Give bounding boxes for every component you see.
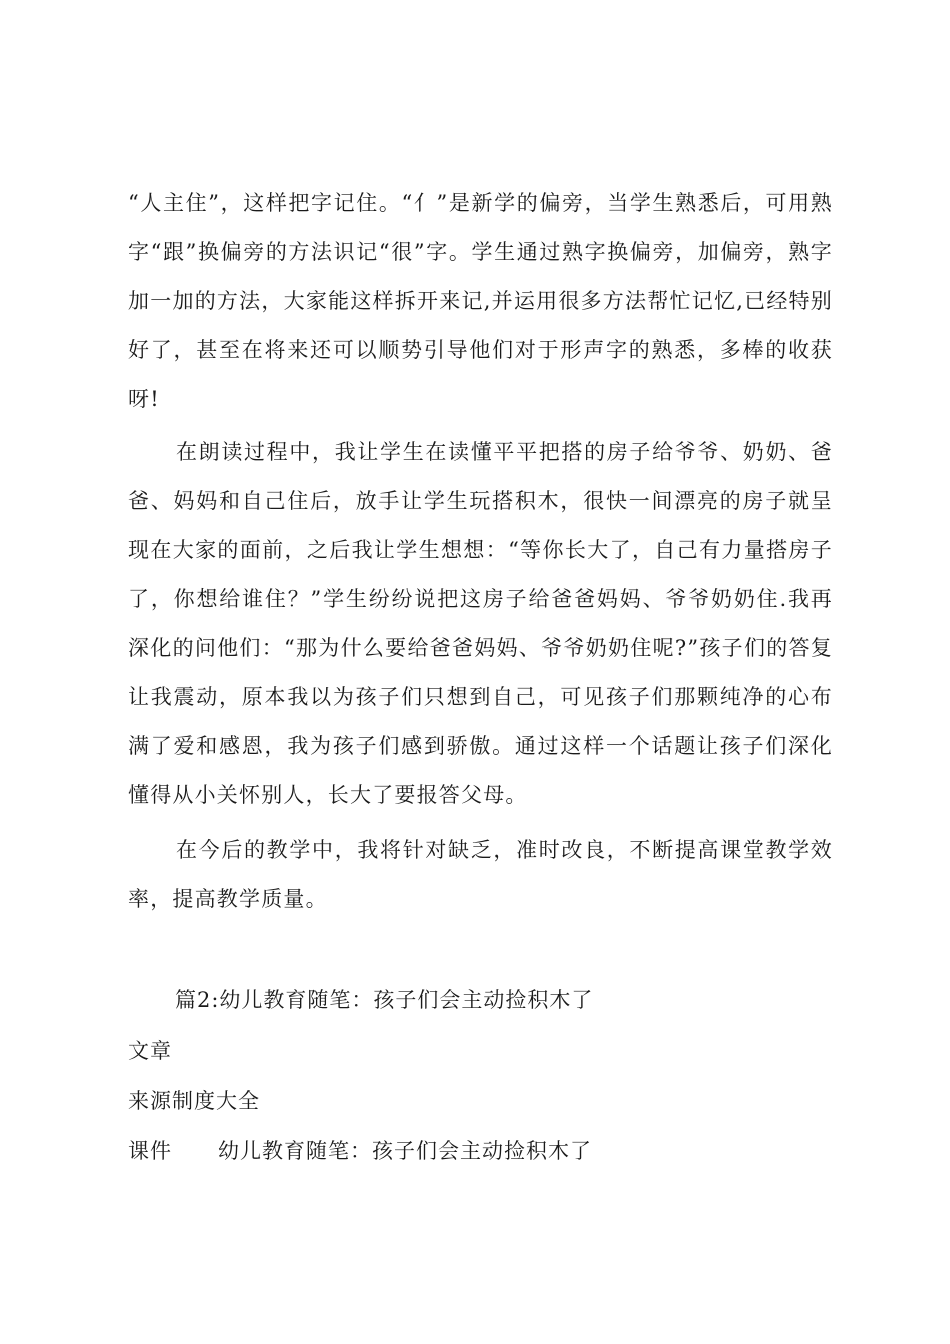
paragraph-text: 在今后的教学中，我将针对缺乏，准时改良，不断提高课堂教学效率，提高教学质量。 — [128, 838, 833, 911]
courseware-title: 幼儿教育随笔：孩子们会主动捡积木了 — [218, 1139, 592, 1163]
paragraph-future-teaching — [128, 826, 833, 924]
paragraph-text: 在朗读过程中，我让学生在读懂平平把搭的房子给爷爷、奶奶、爸爸、妈妈和自己住后，放手让学生玩搭积木，很快一间漂亮的房子就呈现在大家的面前，之后我让学生想想：“等你长大了，自己有力量搭房子了，你想给谁住？”学生纷纷说把这房子给爸爸妈妈、爷爷奶奶住.我再深化的问他们：“那为什么要给爸爸妈妈、爷爷奶奶住呢?”孩子们的答复让我震动，原本我以为孩子们只想到自己，可见孩子们那颗纯净的心布满了爱和感恩，我为孩子们感到骄傲。通过这样一个话题让孩子们深化懂得从小关怀别人，长大了要报答父母。 — [128, 440, 833, 807]
paragraph-reading-process — [128, 428, 833, 820]
label-article: 文章 — [128, 1039, 172, 1063]
section-heading: 篇2:幼儿教育随笔：孩子们会主动捡积木了 — [175, 988, 594, 1012]
paragraph-text: “人主住”，这样把字记住。“亻”是新学的偏旁，当学生熟悉后，可用熟字“跟”换偏旁的方法识记“很”字。学生通过熟字换偏旁，加偏旁，熟字加一加的方法，大家能这样拆开来记,并运用很多方法帮忙记忆,已经特别好了，甚至在将来还可以顺势引导他们对于形声字的熟悉，多棒的收获呀! — [128, 191, 833, 411]
paragraph-continuation — [128, 179, 833, 424]
label-courseware: 课件 — [128, 1139, 172, 1163]
label-source: 来源制度大全 — [128, 1089, 260, 1113]
